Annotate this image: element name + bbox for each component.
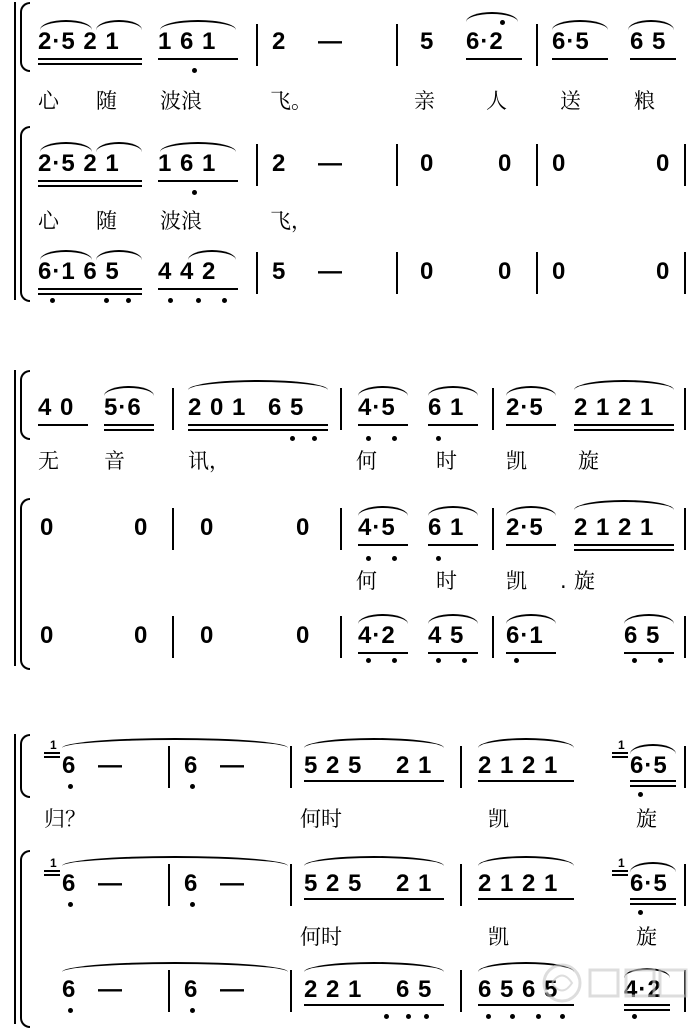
dash: —: [220, 976, 245, 1003]
octave-dot: [222, 298, 227, 303]
barline: [290, 864, 292, 906]
octave-dot: [392, 436, 397, 441]
grace-line: [612, 870, 628, 872]
note-group: 6·5: [552, 28, 590, 55]
lyric: 旋: [636, 807, 657, 831]
underline: [38, 288, 142, 290]
slur: [160, 142, 236, 152]
barline: [340, 508, 342, 550]
octave-dot: [190, 784, 195, 789]
note: 6: [62, 976, 77, 1003]
grace-line: [612, 752, 628, 754]
dash: —: [220, 752, 245, 779]
octave-dot: [290, 436, 295, 441]
brace: [20, 370, 30, 440]
octave-dot: [638, 792, 643, 797]
lyric: 凯: [506, 449, 527, 473]
underline: [574, 549, 674, 551]
brace: [20, 498, 30, 670]
underline: [188, 429, 328, 431]
note-group: 1 6 1: [158, 150, 217, 177]
underline: [466, 58, 522, 60]
underline: [506, 424, 556, 426]
underline: [304, 780, 444, 782]
rest: 0: [498, 150, 513, 177]
slur: [624, 614, 674, 624]
note-group: 6 5: [624, 622, 661, 649]
octave-dot: [190, 902, 195, 907]
note-group: 6 1: [428, 394, 465, 421]
octave-dot: [436, 556, 441, 561]
rest: 0: [552, 150, 567, 177]
rest: 0: [656, 258, 671, 285]
underline: [38, 293, 142, 295]
slur: [358, 614, 408, 624]
barline: [492, 616, 494, 658]
rest: 0: [420, 258, 435, 285]
slur: [574, 500, 674, 510]
barline: [684, 144, 686, 186]
lyric: 送: [560, 89, 581, 113]
dash: —: [318, 28, 343, 55]
barline: [492, 508, 494, 550]
slur: [428, 386, 478, 396]
slur: [304, 856, 444, 866]
underline: [358, 652, 408, 654]
underline: [158, 288, 238, 290]
underline: [630, 58, 676, 60]
note-group: 4 5: [428, 622, 465, 649]
rest: 0: [552, 258, 567, 285]
octave-dot: [510, 1014, 515, 1019]
rest: 0: [296, 622, 311, 649]
lyric: 时: [436, 449, 457, 473]
underline: [506, 652, 556, 654]
barline: [256, 252, 258, 294]
barline: [684, 508, 686, 550]
barline: [172, 616, 174, 658]
barline: [460, 970, 462, 1012]
barline: [684, 864, 686, 906]
octave-dot: [366, 556, 371, 561]
octave-dot: [384, 1014, 389, 1019]
underline: [478, 898, 574, 900]
underline: [552, 58, 608, 60]
grace-note: 1: [50, 856, 57, 870]
note-group: 2 1 2 1: [574, 394, 655, 421]
barline: [536, 252, 538, 294]
note-group: 6·5: [630, 752, 668, 779]
note-group: 2 1 2 1: [574, 514, 655, 541]
note: 5: [272, 258, 287, 285]
underline: [574, 424, 674, 426]
underline: [38, 63, 142, 65]
lyric: 凯: [488, 807, 509, 831]
note-group: 2·5 2 1: [38, 28, 120, 55]
lyric: 何时: [300, 925, 342, 949]
octave-dot: [68, 1008, 73, 1013]
octave-dot: [436, 658, 441, 663]
rest: 0: [420, 150, 435, 177]
underline: [428, 544, 478, 546]
lyric: 无: [38, 449, 59, 473]
octave-dot: [514, 658, 519, 663]
slur: [358, 506, 408, 516]
note-group: 6·2: [466, 28, 504, 55]
note-group: 2·5 2 1: [38, 150, 120, 177]
lyric: 心: [38, 89, 59, 113]
lyric: 何: [356, 449, 377, 473]
barline: [172, 388, 174, 430]
barline: [460, 746, 462, 788]
slur: [574, 380, 674, 390]
octave-dot: [638, 910, 643, 915]
underline: [158, 58, 238, 60]
octave-dot: [168, 298, 173, 303]
slur: [630, 862, 676, 872]
underline: [158, 180, 238, 182]
slur: [428, 506, 478, 516]
slur: [96, 250, 142, 260]
lyric: 旋: [578, 449, 599, 473]
underline: [428, 652, 478, 654]
grace-note: 1: [618, 856, 625, 870]
dash: —: [318, 150, 343, 177]
note-group: 2 1: [396, 870, 433, 897]
note-group: 2 0 1: [188, 394, 247, 421]
barline: [340, 388, 342, 430]
slur: [628, 20, 674, 30]
octave-dot: [196, 298, 201, 303]
barline: [684, 388, 686, 430]
rest: 0: [134, 622, 149, 649]
grace-note: 1: [618, 738, 625, 752]
lyric: 随: [96, 209, 117, 233]
slur: [160, 20, 236, 30]
lyric: 讯，: [188, 449, 230, 473]
lyric: 何: [356, 569, 377, 593]
underline: [574, 544, 674, 546]
grace-line: [44, 752, 60, 754]
grace-line: [612, 756, 628, 758]
grace-line: [44, 756, 60, 758]
underline: [104, 429, 154, 431]
barline: [340, 616, 342, 658]
brace: [20, 126, 30, 302]
lyric: 凯: [488, 925, 509, 949]
underline: [38, 58, 142, 60]
barline: [168, 970, 170, 1012]
system-line: [14, 370, 16, 666]
barline: [256, 24, 258, 66]
octave-dot: [192, 190, 197, 195]
dash: —: [98, 976, 123, 1003]
underline: [358, 544, 408, 546]
lyric: 随: [96, 89, 117, 113]
slur: [478, 856, 574, 866]
barline: [396, 24, 398, 66]
slur: [478, 738, 574, 748]
note-group: 5·6: [104, 394, 142, 421]
dash: —: [220, 870, 245, 897]
note-group: 1 6 1: [158, 28, 217, 55]
slur: [358, 386, 408, 396]
octave-dot: [462, 658, 467, 663]
octave-dot: [104, 298, 109, 303]
note-group: 4·2: [624, 976, 662, 1003]
note-group: 2 2 1: [304, 976, 363, 1003]
barline: [396, 252, 398, 294]
octave-dot: [366, 436, 371, 441]
note-group: 6·1: [506, 622, 544, 649]
note-group: 2 1 2 1: [478, 870, 559, 897]
note-group: 6·1 6 5: [38, 258, 120, 285]
octave-dot: [68, 784, 73, 789]
slur: [40, 142, 92, 152]
barline: [684, 252, 686, 294]
lyric: 归？: [44, 807, 86, 831]
barline: [172, 508, 174, 550]
octave-dot: [436, 436, 441, 441]
watermark-logo: [540, 958, 690, 1015]
slur: [96, 20, 142, 30]
underline: [304, 1004, 444, 1006]
brace: [20, 734, 30, 798]
octave-dot: [486, 1014, 491, 1019]
underline: [574, 429, 674, 431]
slur: [428, 614, 478, 624]
rest: 0: [656, 150, 671, 177]
underline: [630, 898, 676, 900]
dash: —: [98, 752, 123, 779]
underline: [188, 424, 328, 426]
octave-dot: [632, 658, 637, 663]
underline: [304, 898, 444, 900]
note: 6: [62, 870, 77, 897]
underline: [630, 780, 676, 782]
grace-note: 1: [50, 738, 57, 752]
slur: [630, 744, 676, 754]
underline: [38, 180, 142, 182]
barline: [396, 144, 398, 186]
lyric: 人: [486, 89, 507, 113]
note: 2: [272, 28, 287, 55]
lyric: 凯: [506, 569, 527, 593]
octave-dot: [312, 436, 317, 441]
lyric: .: [560, 569, 567, 593]
underline: [428, 424, 478, 426]
barline: [290, 746, 292, 788]
brace: [20, 2, 30, 72]
barline: [536, 24, 538, 66]
underline: [630, 903, 676, 905]
lyric: 何时: [300, 807, 342, 831]
note-group: 4 4 2: [158, 258, 217, 285]
note-group: 2 1 2 1: [478, 752, 559, 779]
lyric: 波浪: [160, 89, 202, 113]
slur: [552, 20, 608, 30]
underline: [506, 544, 556, 546]
slur: [304, 962, 444, 972]
octave-dot: [658, 658, 663, 663]
note: 6: [184, 976, 199, 1003]
note: 5: [420, 28, 435, 55]
lyric: 飞。: [270, 89, 312, 113]
grace-line: [44, 870, 60, 872]
system-line: [14, 2, 16, 300]
note: 6: [184, 752, 199, 779]
rest: 0: [40, 622, 55, 649]
note-group: 6 5: [630, 28, 667, 55]
rest: 0: [200, 514, 215, 541]
rest: 0: [296, 514, 311, 541]
lyric: 波浪: [160, 209, 202, 233]
grace-line: [612, 874, 628, 876]
slur: [96, 142, 142, 152]
octave-dot: [392, 658, 397, 663]
note-group: 6 1: [428, 514, 465, 541]
barline: [256, 144, 258, 186]
lyric: 旋: [636, 925, 657, 949]
octave-dot: [406, 1014, 411, 1019]
underline: [38, 424, 88, 426]
rest: 0: [498, 258, 513, 285]
octave-dot: [192, 68, 197, 73]
octave-dot: [190, 1008, 195, 1013]
note-group: 4·5: [358, 514, 396, 541]
note-group: 5 2 5: [304, 752, 363, 779]
octave-dot: [500, 20, 505, 25]
note-group: 6 5: [268, 394, 305, 421]
lyric: 粮: [634, 89, 655, 113]
lyric: 旋: [574, 569, 595, 593]
barline: [492, 388, 494, 430]
underline: [38, 185, 142, 187]
dash: —: [318, 258, 343, 285]
note-group: 4 0: [38, 394, 75, 421]
underline: [630, 785, 676, 787]
slur: [62, 738, 288, 748]
lyric: 亲: [414, 89, 435, 113]
lyric: 音: [104, 449, 125, 473]
underline: [358, 424, 408, 426]
note-group: 2 1: [396, 752, 433, 779]
underline: [104, 424, 154, 426]
barline: [168, 746, 170, 788]
note-group: 5 2 5: [304, 870, 363, 897]
barline: [460, 864, 462, 906]
system-line: [14, 734, 16, 1024]
barline: [168, 864, 170, 906]
dash: —: [98, 870, 123, 897]
barline: [290, 970, 292, 1012]
rest: 0: [134, 514, 149, 541]
slur: [506, 506, 556, 516]
octave-dot: [50, 298, 55, 303]
barline: [684, 616, 686, 658]
octave-dot: [68, 902, 73, 907]
slur: [62, 962, 288, 972]
slur: [40, 20, 92, 30]
note: 6: [184, 870, 199, 897]
grace-line: [44, 874, 60, 876]
note-group: 6·5: [630, 870, 668, 897]
lyric: 心: [38, 209, 59, 233]
note-group: 2·5: [506, 394, 544, 421]
note: 6: [62, 752, 77, 779]
slur: [506, 386, 556, 396]
note: 2: [272, 150, 287, 177]
rest: 0: [200, 622, 215, 649]
rest: 0: [40, 514, 55, 541]
slur: [104, 386, 154, 396]
note-group: 6 5 6 5: [478, 976, 559, 1003]
note-group: 4·5: [358, 394, 396, 421]
octave-dot: [366, 658, 371, 663]
slur: [188, 250, 236, 260]
underline: [478, 780, 574, 782]
barline: [536, 144, 538, 186]
octave-dot: [126, 298, 131, 303]
slur: [62, 856, 288, 866]
octave-dot: [424, 1014, 429, 1019]
lyric: 飞，: [270, 209, 312, 233]
underline: [624, 652, 674, 654]
slur: [466, 12, 518, 22]
slur: [40, 250, 92, 260]
note-group: 4·2: [358, 622, 396, 649]
note-group: 6 5: [396, 976, 433, 1003]
lyric: 时: [436, 569, 457, 593]
note-group: 2·5: [506, 514, 544, 541]
octave-dot: [392, 556, 397, 561]
brace: [20, 850, 30, 1028]
slur: [304, 738, 444, 748]
barline: [684, 746, 686, 788]
slur: [506, 614, 556, 624]
slur: [188, 380, 328, 390]
